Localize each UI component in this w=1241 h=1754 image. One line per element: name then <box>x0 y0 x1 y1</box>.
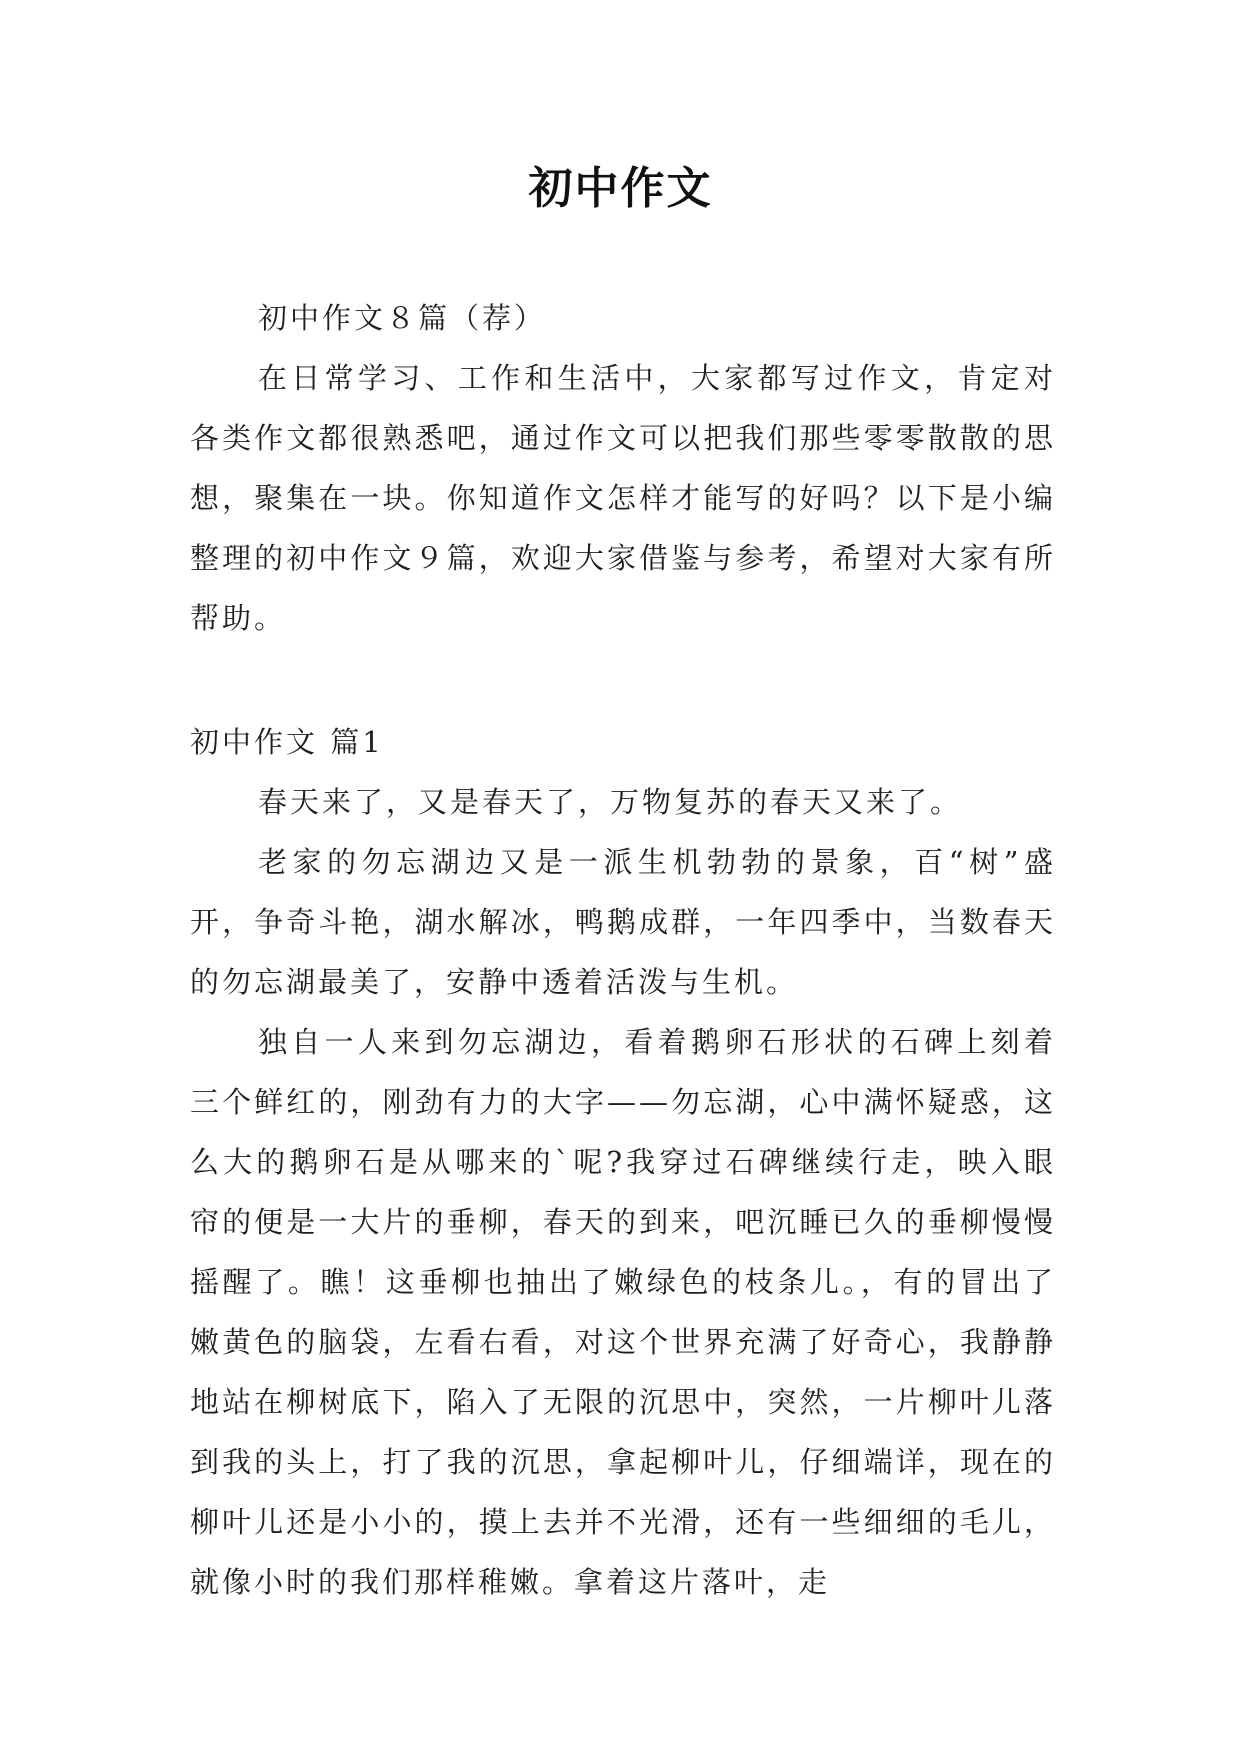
document-subtitle: 初中作文８篇（荐） <box>258 301 547 335</box>
body-paragraph-2: 老家的勿忘湖边又是一派生机勃勃的景象，百“树”盛开，争奇斗艳，湖水解冰，鸭鹅成群，一年四季中，当数春天的勿忘湖最美了，安静中透着活泼与生机。 <box>190 845 1056 999</box>
document-body <box>190 288 1056 1612</box>
body-paragraph-3: 独自一人来到勿忘湖边，看着鹅卵石形状的石碑上刻着三个鲜红的，刚劲有力的大字——勿忘湖，心中满怀疑惑，这么大的鹅卵石是从哪来的`呢?我穿过石碑继续行走，映入眼帘的便是一大片的垂柳，春天的到来，吧沉睡已久的垂柳慢慢摇醒了。瞧！这垂柳也抽出了嫩绿色的枝条儿。，有的冒出了嫩黄色的脑袋，左看右看，对这个世界充满了好奇心，我静静地站在柳树底下，陷入了无限的沉思中，突然，一片柳叶儿落到我的头上，打了我的沉思，拿起柳叶儿，仔细端详，现在的柳叶儿还是小小的，摸上去并不光滑，还有一些细细的毛儿，就像小时的我们那样稚嫩。拿着这片落叶，走 <box>190 1025 1056 1599</box>
body-paragraph-1: 春天来了，又是春天了，万物复苏的春天又来了。 <box>258 785 963 819</box>
intro-paragraph: 在日常学习、工作和生活中，大家都写过作文，肯定对各类作文都很熟悉吧，通过作文可以把我们那些零零散散的思想，聚集在一块。你知道作文怎样才能写的好吗？以下是小编整理的初中作文９篇，欢迎大家借鉴与参考，希望对大家有所帮助。 <box>190 361 1056 635</box>
page-title: 初中作文 <box>528 163 713 214</box>
section-heading: 初中作文 篇1 <box>190 725 384 759</box>
